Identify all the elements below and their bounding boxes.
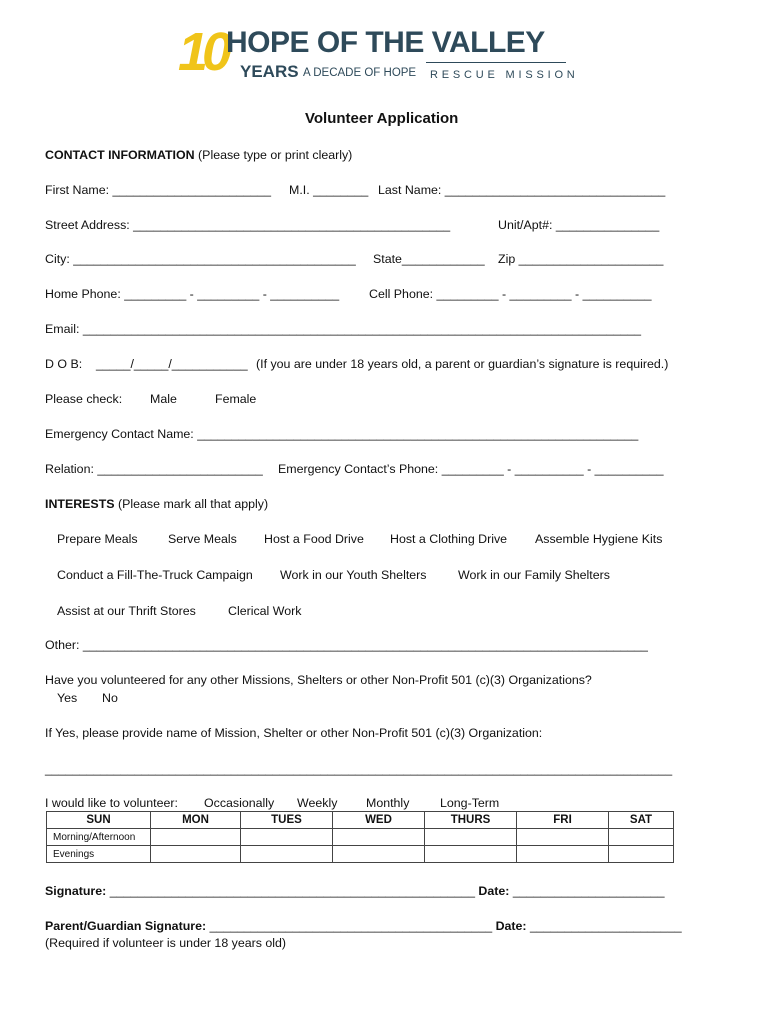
- interest-option[interactable]: Assemble Hygiene Kits: [535, 532, 663, 546]
- state-field[interactable]: State____________: [373, 252, 485, 266]
- day-header: SUN: [47, 812, 151, 829]
- city-field[interactable]: City: _________________________________________: [45, 252, 356, 266]
- row-label: Evenings: [47, 846, 151, 863]
- other-interest-field[interactable]: Other: __________________________________________________________________________________: [45, 638, 648, 652]
- logo-mission: RESCUE MISSION: [430, 69, 579, 81]
- availability-cell[interactable]: [425, 846, 517, 863]
- parent-signature-row: [45, 919, 682, 933]
- prior-org-label: If Yes, please provide name of Mission, Shelter or other Non-Profit 501 (c)(3) Organization:: [45, 726, 543, 740]
- availability-cell[interactable]: [609, 829, 674, 846]
- interest-option[interactable]: Host a Food Drive: [264, 532, 364, 546]
- signature-date-label: Date:: [478, 884, 510, 898]
- interest-option[interactable]: Conduct a Fill-The-Truck Campaign: [57, 568, 253, 582]
- male-option[interactable]: Male: [150, 392, 177, 406]
- availability-table: [46, 811, 674, 863]
- contact-heading: CONTACT INFORMATION: [45, 148, 195, 162]
- row-label: Morning/Afternoon: [47, 829, 151, 846]
- table-header-row: [47, 812, 674, 829]
- interest-option[interactable]: Assist at our Thrift Stores: [57, 604, 196, 618]
- availability-cell[interactable]: [241, 846, 333, 863]
- parent-date-label: Date:: [495, 919, 527, 933]
- parent-signature-field[interactable]: _________________________________________: [209, 919, 493, 933]
- prior-org-field[interactable]: ___________________________________________________________________________________________: [45, 762, 673, 776]
- logo-tagline: A DECADE OF HOPE: [303, 67, 417, 79]
- interest-option[interactable]: Work in our Family Shelters: [458, 568, 610, 582]
- page-title: Volunteer Application: [305, 110, 459, 127]
- street-address-field[interactable]: Street Address: ______________________________________________: [45, 218, 451, 232]
- home-phone-field[interactable]: Home Phone: _________ - _________ - __________: [45, 287, 340, 301]
- table-row: [47, 829, 674, 846]
- prior-yes-option[interactable]: Yes: [57, 691, 78, 705]
- logo-years: YEARS: [240, 62, 299, 81]
- mi-field[interactable]: M.I. ________: [289, 183, 369, 197]
- parent-date-field[interactable]: ______________________: [530, 919, 682, 933]
- day-header: WED: [333, 812, 425, 829]
- contact-note: (Please type or print clearly): [198, 148, 353, 162]
- availability-cell[interactable]: [609, 846, 674, 863]
- availability-cell[interactable]: [333, 846, 425, 863]
- logo-name: HOPE OF THE VALLEY: [226, 26, 545, 59]
- gender-label: Please check:: [45, 392, 123, 406]
- female-option[interactable]: Female: [215, 392, 257, 406]
- interest-option[interactable]: Prepare Meals: [57, 532, 138, 546]
- emergency-name-field[interactable]: Emergency Contact Name: ________________________________________________________________: [45, 427, 639, 441]
- frequency-option[interactable]: Weekly: [297, 796, 338, 810]
- signature-date-field[interactable]: ______________________: [512, 884, 665, 898]
- relation-field[interactable]: Relation: ________________________: [45, 462, 263, 476]
- signature-label: Signature:: [45, 884, 107, 898]
- day-header: SAT: [609, 812, 674, 829]
- interest-option[interactable]: Clerical Work: [228, 604, 302, 618]
- availability-cell[interactable]: [151, 846, 241, 863]
- parent-required-note: (Required if volunteer is under 18 years old): [45, 936, 287, 950]
- interest-option[interactable]: Work in our Youth Shelters: [280, 568, 427, 582]
- availability-cell[interactable]: [333, 829, 425, 846]
- last-name-field[interactable]: Last Name: ________________________________: [378, 183, 666, 197]
- day-header: THURS: [425, 812, 517, 829]
- first-name-field[interactable]: First Name: _______________________: [45, 183, 271, 197]
- day-header: TUES: [241, 812, 333, 829]
- signature-row: [45, 884, 664, 898]
- signature-field[interactable]: _____________________________________________________: [109, 884, 475, 898]
- unit-field[interactable]: Unit/Apt#: _______________: [498, 218, 660, 232]
- availability-cell[interactable]: [517, 829, 609, 846]
- interest-option[interactable]: Host a Clothing Drive: [390, 532, 508, 546]
- day-header: FRI: [517, 812, 609, 829]
- availability-cell[interactable]: [425, 829, 517, 846]
- frequency-label: I would like to volunteer:: [45, 796, 178, 810]
- availability-cell[interactable]: [241, 829, 333, 846]
- frequency-option[interactable]: Long-Term: [440, 796, 500, 810]
- availability-cell[interactable]: [517, 846, 609, 863]
- logo-divider: [426, 62, 566, 63]
- dob-note: (If you are under 18 years old, a parent or guardian’s signature is required.): [256, 357, 669, 371]
- table-row: [47, 846, 674, 863]
- availability-cell[interactable]: [151, 829, 241, 846]
- frequency-option[interactable]: Occasionally: [204, 796, 275, 810]
- prior-no-option[interactable]: No: [102, 691, 118, 705]
- interests-heading-row: [45, 497, 268, 511]
- logo-ten: 10: [178, 22, 227, 82]
- prior-volunteer-question: Have you volunteered for any other Missions, Shelters or other Non-Profit 501 (c)(3) Organizations?: [45, 673, 592, 687]
- logo: [178, 22, 598, 88]
- dob-label: D O B:: [45, 357, 83, 371]
- cell-phone-field[interactable]: Cell Phone: _________ - _________ - __________: [369, 287, 652, 301]
- day-header: MON: [151, 812, 241, 829]
- frequency-option[interactable]: Monthly: [366, 796, 410, 810]
- contact-heading-row: [45, 148, 352, 162]
- emergency-phone-field[interactable]: Emergency Contact’s Phone: _________ - __________ - __________: [278, 462, 664, 476]
- interests-note: (Please mark all that apply): [118, 497, 269, 511]
- interest-option[interactable]: Serve Meals: [168, 532, 237, 546]
- dob-field[interactable]: _____/_____/___________: [96, 357, 248, 371]
- email-field[interactable]: Email: _________________________________________________________________________________: [45, 322, 642, 336]
- parent-signature-label: Parent/Guardian Signature:: [45, 919, 207, 933]
- zip-field[interactable]: Zip _____________________: [498, 252, 664, 266]
- interests-heading: INTERESTS: [45, 497, 115, 511]
